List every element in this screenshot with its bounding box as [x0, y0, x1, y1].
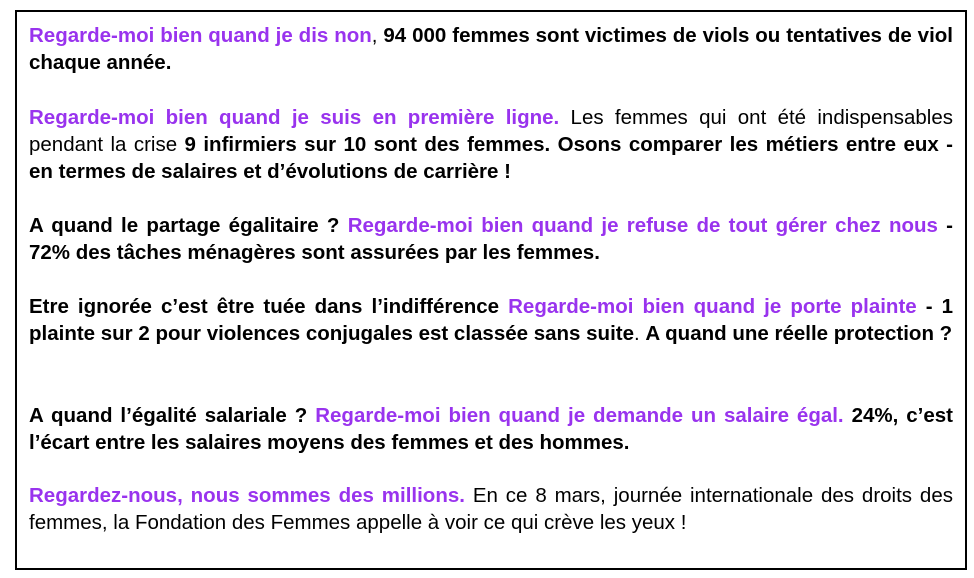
statistic-text: 9 infirmiers sur 10 sont des femmes. Osons comparer les métiers entre eux - en termes de salaires et d’évolutions de carrière !	[29, 133, 953, 183]
text-segment: ,	[371, 24, 384, 47]
purple-slogan: Regarde-moi bien quand je dis non	[29, 24, 372, 47]
text-segment: .	[634, 322, 646, 345]
purple-slogan: Regarde-moi bien quand je porte plainte	[508, 295, 917, 318]
statistic-text: 94 000 femmes sont victimes de viols ou tentatives de viol chaque année.	[29, 24, 953, 74]
purple-slogan: Regarde-moi bien quand je demande un salaire égal.	[315, 404, 844, 427]
question-text: A quand le partage égalitaire ?	[29, 214, 348, 237]
purple-slogan: Regarde-moi bien quand je suis en première ligne.	[29, 106, 560, 129]
purple-slogan: Regarde-moi bien quand je refuse de tout gérer chez nous	[347, 214, 938, 237]
paragraph-3	[29, 212, 953, 266]
question-text: A quand l’égalité salariale ?	[29, 404, 316, 427]
question-text: A quand une réelle protection ?	[645, 322, 953, 345]
paragraph-6	[29, 482, 953, 536]
statistic-text: - 1 plainte sur 2 pour violences conjugales est classée sans suite	[29, 295, 953, 345]
paragraph-5	[29, 402, 953, 456]
question-text: Etre ignorée c’est être tuée dans l’indifférence	[29, 295, 509, 318]
paragraph-4	[29, 293, 953, 347]
text-segment: -	[937, 214, 953, 237]
text-box	[15, 10, 967, 570]
text-segment: En ce 8 mars, journée internationale des droits des femmes, la Fondation des Femmes appelle à voir ce qui crève les yeux !	[29, 484, 953, 534]
paragraph-1	[29, 22, 953, 76]
statistic-text: 72% des tâches ménagères sont assurées par les femmes.	[29, 241, 600, 264]
purple-slogan: Regardez-nous, nous sommes des millions.	[29, 484, 465, 507]
text-segment: Les femmes qui ont été indispensables pendant la crise	[29, 106, 954, 156]
statistic-text: 24%, c’est l’écart entre les salaires moyens des femmes et des hommes.	[29, 404, 953, 454]
paragraph-2	[29, 104, 953, 185]
